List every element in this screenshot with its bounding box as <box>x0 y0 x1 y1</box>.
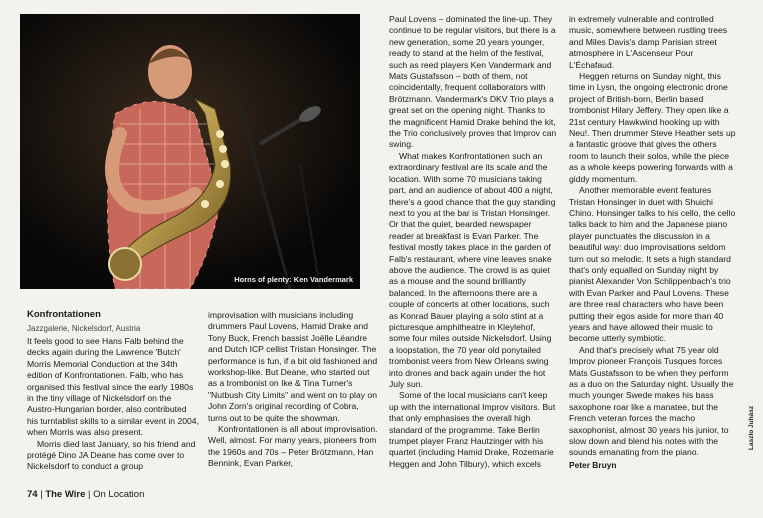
paragraph: And that's precisely what 75 year old Improv pioneer François Tusques forces Mats Gustafsson to be when they perform as a duo on the Saturday night. Usually the much younger Swede makes his bass saxophone roar like a manatee, but the French veteran forces the macho saxophonist, almost 30 years his junior, to slow down and blend his notes with the sounds emanating from the piano. <box>569 344 734 458</box>
section-name: On Location <box>93 489 145 500</box>
article-author: Peter Bruyn <box>569 459 617 470</box>
paragraph: Paul Lovens – dominated the line-up. They continue to be regular visitors, but there is a new generation, some 20 years younger, ready to stand at the helm of the festival, such as reed players Ken Vandermark and Mats Gustafsson – both of them, not coincidentally, frequent collaborators with Brötzmann. Vandermark's DKV Trio plays a great set on the opening night. Thanks to the magnificent Hamid Drake behind the kit, the Trio conclusively proves that Improv can swing. <box>389 14 557 150</box>
page-footer: 74 | The Wire | On Location <box>27 489 145 500</box>
paragraph: in extremely vulnerable and controlled music, somewhere between rustling trees and Miles Davis's damp Parisian street atmosphere in L'Ascenseur Pour L'Échafaud. <box>569 14 728 70</box>
paragraph: It feels good to see Hans Falb behind the decks again during the Lawrence 'Butch' Morris Memorial Conduction at the 34th edition of Konfrontationen. Falb, who has organised this festival since the early 1980s in the tiny village of Nickelsdorf on the Austro-Hungarian border, also contributed his turntablist skills to a similar event in 2004, when Morris was also present. <box>27 336 199 438</box>
paragraph: Some of the local musicians can't keep up with the international Improv visitors. But that only emphasises the overall high standard of the programme. Take Berlin trumpet player Franz Hautzinger with his quartet (including Hamid Drake, Rozemarie Heggen and John Tilbury), which excels <box>389 390 556 469</box>
article-column-4 <box>569 14 737 500</box>
article-venue: Jazzgalerie, Nickelsdorf, Austria <box>27 324 141 333</box>
paragraph: Heggen returns on Sunday night, this time in Lysn, the ongoing electronic drone project of British-born, Berlin based trombonist Hilary Jeffery. They open like a 21st century Hawkwind hooking up with Neu!. Then drummer Steve Heather sets up a fantastic groove that gives the others room to launch their solos, while the piece as a whole keeps powering forwards with a giddy momentum. <box>569 71 736 184</box>
page-number: 74 <box>27 489 38 500</box>
concert-photo <box>20 14 360 289</box>
saxophonist-illustration <box>20 14 360 289</box>
article-column-1 <box>27 309 199 474</box>
paragraph: Konfrontationen is all about improvisation. Well, almost. For many years, pioneers from the 1960s and 70s – Peter Brötzmann, Han Bennink, Evan Parker, <box>208 424 378 469</box>
article-column-3 <box>389 14 557 500</box>
article-column-2 <box>208 310 378 500</box>
paragraph: Another memorable event features Tristan Honsinger in duet with Shuichi Chino. Honsinger talks to his cello, the cello talks back to him and the Japanese piano player punctuates the discussion in a beautiful way: duo improvisations seldom turn out so melodic. It sets a high standard that's only equalled on Sunday night by pianist Alexander Von Schlippenbach's trio with Evan Parker and Paul Lovens. These are three real characters who have been putting their egos aside for more than 40 years and have allowed their music to become utterly symbiotic. <box>569 185 736 344</box>
paragraph: What makes Konfrontationen such an extraordinary festival are its scale and the location. With some 70 musicians taking part, and an audience of about 400 a night, there's a good chance that the guy standing next to you at the bar is Tristan Honsinger. Or that the quiet, bearded newspaper reader at breakfast is Evan Parker. The festival mostly takes place in the garden of Falb's restaurant, where vine leaves snake above the audience. The crowd is as quiet as a mouse and the sound brilliantly balanced. In the afternoons there are a couple of concerts at other locations, such as Konrad Bauer playing a solo stint at a picturesque amphitheatre in Kleylehof, some four miles outside Nickelsdorf. Using a loopstation, the 70 year old ponytailed trombonist veers from New Orleans swing into drones and back again under the hot July sun. <box>389 150 556 389</box>
paragraph: improvisation with musicians including drummers Paul Lovens, Hamid Drake and Tony Buck, French bassist Joëlle Léandre and Dutch ICP cellist Tristan Honsinger. The performance is fun, if a bit old fashioned and workshop-like. But Deane, who started out as a trombonist on Ike & Tina Turner's "Nutbush City Limits" and went on to play on John Zorn's original recording of Cobra, turns out to be quite the showman. <box>208 310 378 423</box>
paragraph: Morris died last January, so his friend and protégé Dino JA Deane has come over to Nickelsdorf to conduct a group <box>27 438 196 472</box>
article-title: Konfrontationen <box>27 309 101 320</box>
photo-credit: Laszlo Juhász <box>748 405 755 450</box>
magazine-name: The Wire <box>45 489 86 500</box>
photo-caption: Horns of plenty: Ken Vandermark <box>231 274 356 285</box>
